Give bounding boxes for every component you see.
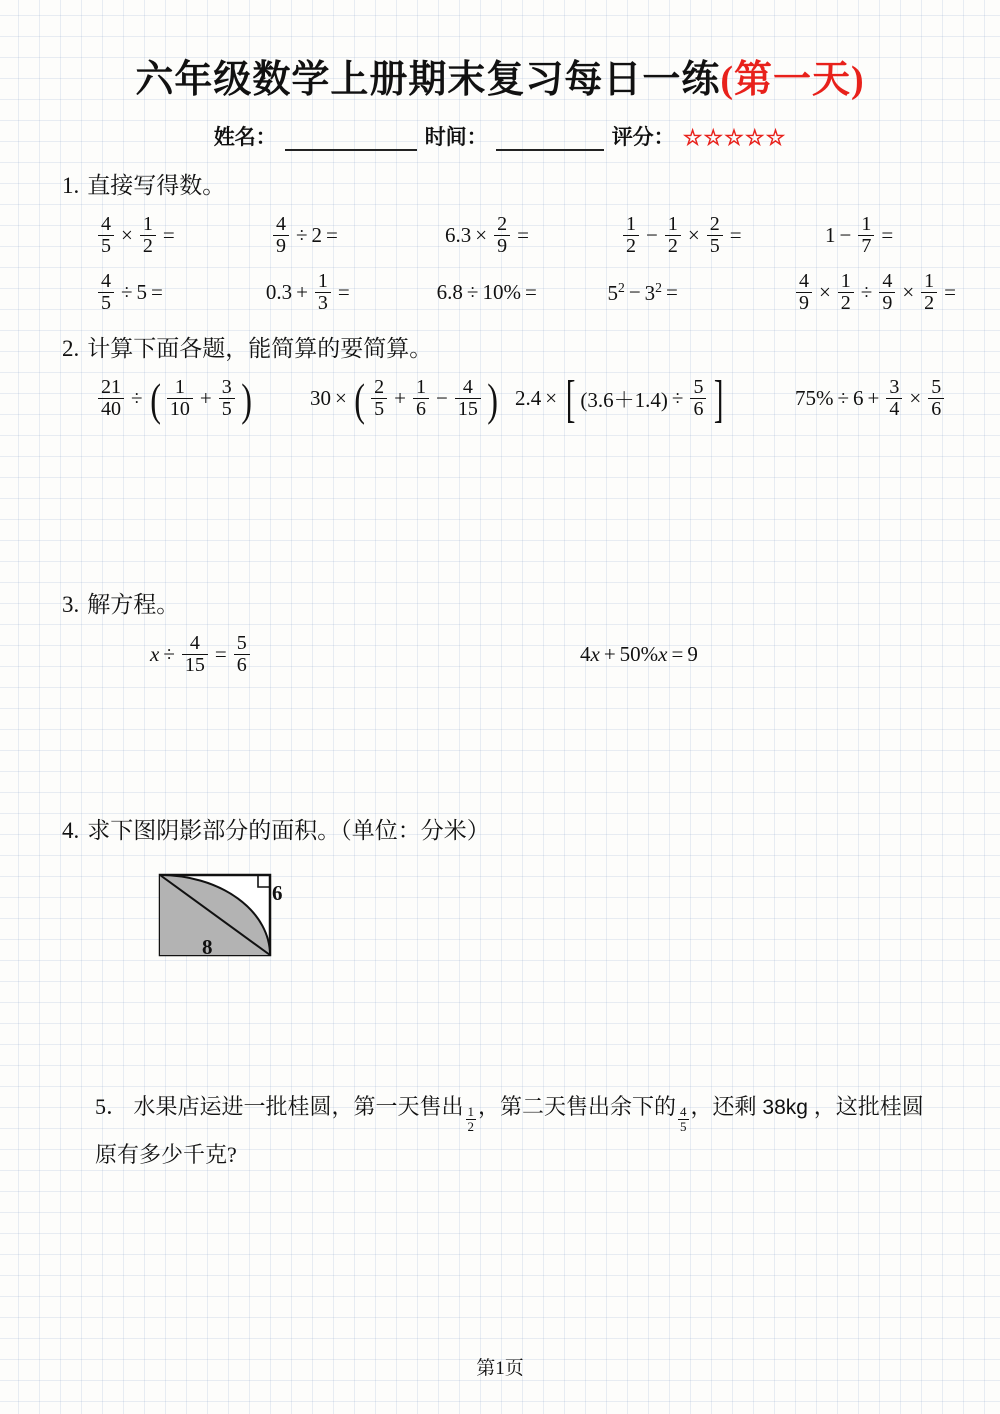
question-1-prompt: 直接写得数。: [87, 173, 226, 198]
fraction-numerator: 5: [693, 376, 704, 398]
operator: ÷: [131, 386, 143, 410]
fraction: [858, 214, 874, 257]
operator: =: [881, 223, 894, 247]
page-title: [40, 48, 960, 103]
question-5: [40, 1085, 960, 1177]
fraction: [413, 377, 429, 420]
fraction: [665, 214, 681, 257]
fraction-numerator: 1: [626, 213, 636, 235]
fraction: [98, 271, 114, 314]
operator: =: [524, 280, 537, 304]
fraction: [371, 377, 387, 420]
operator: ×: [902, 280, 915, 304]
fraction-denominator: 6: [928, 398, 944, 420]
operator: ÷: [671, 386, 684, 410]
operator: ÷: [837, 386, 850, 410]
fraction-numerator: 1: [924, 270, 935, 292]
fraction-denominator: 15: [455, 398, 481, 420]
fraction: [838, 271, 854, 314]
q1-expr-b-4: [607, 280, 792, 306]
q1-expr-a-1: [95, 214, 270, 257]
fraction: [273, 214, 289, 257]
q1-expr-b-2: [266, 271, 437, 314]
q1-expr-b-5: [793, 271, 960, 314]
text-token: 30: [310, 386, 331, 410]
question-2: [40, 330, 960, 570]
student-meta-row: [40, 121, 960, 151]
fraction-denominator: 5: [98, 292, 114, 314]
question-4-workspace[interactable]: [40, 967, 960, 1067]
fraction-denominator: 5: [219, 398, 235, 420]
text-token: 2: [311, 223, 323, 247]
question-3-workspace[interactable]: [40, 676, 960, 796]
fraction-numerator: 1: [667, 213, 678, 235]
text-token: 6: [853, 386, 864, 410]
operator: ÷: [466, 280, 479, 304]
question-4-figure-wrap: [40, 857, 960, 967]
fraction-denominator: 9: [494, 235, 510, 257]
fraction-numerator: 1: [174, 376, 185, 398]
fraction-numerator: 4: [462, 376, 473, 398]
shaded-area-figure: [150, 857, 360, 967]
fraction-denominator: 2: [838, 292, 854, 314]
fraction-denominator: 10: [167, 398, 193, 420]
fraction: [234, 633, 250, 676]
operator: ×: [818, 280, 831, 304]
operator: −: [628, 280, 641, 304]
page-title-main: 六年级数学上册期末复习每日一练: [135, 59, 721, 101]
figure-base-label: 8: [202, 935, 213, 959]
q2-expr-4: [795, 377, 947, 420]
inline-fraction-2: $\frac{1}{2}$: [467, 1104, 475, 1134]
fraction-numerator: 4: [101, 213, 111, 235]
fraction-denominator: 6: [690, 398, 706, 420]
fraction-numerator: 4: [189, 632, 200, 654]
text-token: 2.4: [515, 386, 542, 410]
page-footer: 第1页: [476, 1358, 524, 1379]
text-token: 6.3: [445, 223, 472, 247]
fraction-denominator: 15: [182, 654, 208, 676]
power-expression: $5^2$: [607, 279, 625, 305]
fraction: [167, 377, 193, 420]
power-expression: $3^2$: [644, 279, 662, 305]
fraction-denominator: 5: [707, 235, 723, 257]
operator: ×: [545, 386, 558, 410]
variable: x: [150, 642, 160, 666]
time-label: 时间：: [424, 125, 488, 149]
fraction: [928, 377, 944, 420]
inline-fraction-4: $\frac{4}{5}$: [680, 1104, 687, 1134]
text-token: 50%: [619, 642, 659, 666]
fraction-denominator: 5: [371, 398, 387, 420]
operator: −: [646, 223, 658, 247]
question-1: [40, 167, 960, 314]
operator: +: [603, 642, 616, 666]
fraction-denominator: 2: [665, 235, 681, 257]
time-input-blank[interactable]: [496, 129, 604, 151]
operator: +: [867, 386, 880, 410]
fraction: [455, 377, 481, 420]
question-4-number: 4.: [62, 818, 80, 843]
fraction-denominator: 9: [796, 292, 812, 314]
q1-expr-a-3: [445, 214, 620, 257]
operator: =: [151, 280, 163, 304]
fraction: [796, 271, 812, 314]
q5-remaining-amount: 38kg: [756, 1096, 814, 1119]
operator: =: [162, 223, 175, 247]
text-token: 9: [687, 642, 698, 666]
q3-expr-1: [150, 633, 580, 676]
fraction-numerator: 1: [416, 376, 427, 398]
fraction-numerator: 4: [798, 270, 809, 292]
fraction: [494, 214, 510, 257]
variable: x: [590, 642, 600, 666]
question-2-expressions: [40, 370, 960, 428]
fraction: [98, 377, 124, 420]
question-4-prompt: 求下图阴影部分的面积。（单位：分米）: [87, 818, 490, 843]
paren: ): [487, 373, 498, 425]
fraction: [921, 271, 937, 314]
paren: (: [149, 373, 161, 425]
score-label: 评分：: [611, 125, 675, 149]
question-5-text: [40, 1085, 960, 1177]
operator: ÷: [163, 642, 175, 666]
shaded-area-svg: [150, 857, 360, 967]
paren: ): [241, 373, 252, 425]
operator: =: [665, 280, 678, 304]
fraction-denominator: 9: [273, 235, 289, 257]
question-1-head: [62, 167, 960, 200]
question-3: [40, 586, 960, 796]
fraction-numerator: 4: [276, 213, 286, 235]
operator: ÷: [296, 223, 308, 247]
score-stars[interactable]: ☆☆☆☆☆: [682, 125, 787, 150]
fraction: [98, 214, 114, 257]
operator: =: [326, 223, 338, 247]
operator: ×: [121, 223, 133, 247]
page-title-suffix: (第一天): [720, 59, 865, 101]
text-token: (3.6＋1.4): [580, 387, 668, 412]
operator: +: [394, 386, 407, 410]
q2-expr-2: [310, 373, 515, 425]
bracket: ]: [714, 370, 724, 428]
text-token: 6.8: [436, 280, 463, 304]
operator: ÷: [860, 280, 873, 304]
q5-text-segment-7: ，这批桂圆原有多少千克?: [95, 1094, 924, 1168]
operator: =: [944, 280, 957, 304]
operator: =: [729, 223, 742, 247]
text-token: 0.3: [265, 280, 293, 304]
operator: ×: [475, 223, 488, 247]
fraction-denominator: 2: [921, 292, 937, 314]
operator: +: [199, 386, 212, 410]
question-2-number: 2.: [62, 336, 80, 361]
text-token: 10%: [482, 280, 521, 304]
text-token: 1: [825, 223, 836, 247]
fraction-numerator: 3: [889, 376, 900, 398]
text-token: 5: [136, 280, 148, 304]
fraction: [140, 214, 156, 257]
fraction-numerator: 4: [101, 270, 111, 292]
fraction-denominator: 7: [858, 235, 874, 257]
q2-expr-1: [95, 373, 310, 425]
paren: (: [354, 373, 365, 425]
question-1-number: 1.: [62, 173, 80, 198]
fraction-denominator: 3: [315, 292, 331, 314]
q5-text-segment-3: ，第二天售出余下的: [478, 1094, 677, 1119]
operator: =: [671, 642, 684, 666]
question-3-equations: [40, 633, 960, 676]
operator: −: [436, 386, 448, 410]
fraction: [623, 214, 639, 257]
fraction-numerator: 2: [374, 376, 385, 398]
fraction-denominator: 5: [98, 235, 114, 257]
fraction: [182, 633, 208, 676]
question-5-number: 5．: [95, 1094, 134, 1119]
q1-expr-a-4: [620, 214, 825, 257]
fraction: [315, 271, 331, 314]
fraction-denominator: 4: [886, 398, 902, 420]
fraction-numerator: 1: [142, 213, 153, 235]
q1-expr-a-2: [270, 214, 445, 257]
fraction: [879, 271, 895, 314]
fraction-denominator: 9: [879, 292, 895, 314]
fraction-numerator: 21: [101, 376, 121, 398]
fraction-denominator: 40: [98, 398, 124, 420]
operator: +: [296, 280, 308, 304]
figure-height-label: 6: [272, 881, 283, 905]
bracket: [: [565, 370, 576, 428]
text-token: 75%: [795, 386, 834, 410]
q1-expr-b-1: [95, 271, 266, 314]
question-2-head: [62, 330, 960, 363]
operator: =: [517, 223, 529, 247]
operator: ×: [909, 386, 922, 410]
operator: =: [214, 642, 227, 666]
fraction-numerator: 5: [236, 632, 247, 654]
question-4: [40, 812, 960, 1067]
question-3-number: 3.: [62, 592, 80, 617]
q5-text-segment-5: ，还剩: [690, 1094, 757, 1119]
fraction-numerator: 1: [317, 270, 328, 292]
fraction-denominator: 6: [234, 654, 250, 676]
q5-text-segment-1: 水果店运进一批桂圆，第一天售出: [133, 1094, 464, 1119]
operator: ÷: [121, 280, 133, 304]
question-1-row-2: [40, 271, 960, 314]
question-1-row-1: [40, 214, 960, 257]
operator: =: [337, 280, 350, 304]
name-input-blank[interactable]: [285, 129, 417, 151]
q1-expr-b-3: [437, 280, 608, 305]
question-3-prompt: 解方程。: [87, 592, 180, 617]
q2-expr-3: [515, 370, 795, 428]
question-4-head: [62, 812, 960, 845]
fraction-numerator: 1: [840, 270, 851, 292]
fraction: [707, 214, 723, 257]
fraction-denominator: 6: [413, 398, 429, 420]
fraction-numerator: 2: [709, 213, 720, 235]
q3-expr-2: [580, 642, 698, 667]
q1-expr-a-5: [825, 214, 897, 257]
fraction-numerator: 5: [931, 376, 942, 398]
question-2-workspace[interactable]: [40, 420, 960, 570]
text-token: 4: [580, 642, 591, 666]
fraction: [690, 377, 706, 420]
question-2-prompt: 计算下面各题，能简算的要简算。: [87, 336, 433, 361]
fraction-denominator: 2: [623, 235, 639, 257]
question-3-head: [62, 586, 960, 619]
operator: −: [839, 223, 852, 247]
fraction-numerator: 2: [497, 213, 508, 235]
name-label: 姓名：: [213, 125, 277, 149]
operator: ×: [687, 223, 700, 247]
fraction-numerator: 1: [861, 213, 872, 235]
fraction-numerator: 3: [221, 376, 232, 398]
operator: ×: [335, 386, 347, 410]
fraction: [886, 377, 902, 420]
fraction-numerator: 4: [882, 270, 893, 292]
fraction: [219, 377, 235, 420]
variable: x: [658, 642, 668, 666]
fraction-denominator: 2: [140, 235, 156, 257]
